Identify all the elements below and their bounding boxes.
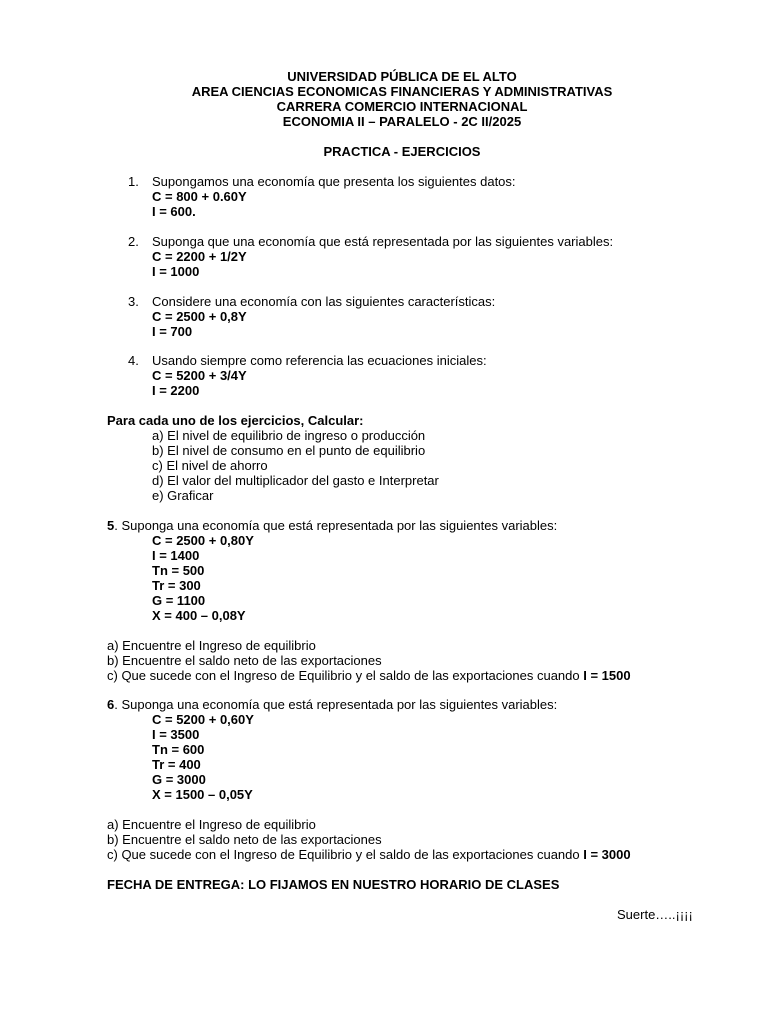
calculation-item: a) El nivel de equilibrio de ingreso o producción — [152, 428, 426, 443]
career-name: CARRERA COMERCIO INTERNACIONAL — [276, 99, 528, 114]
question-b: b) Encuentre el saldo neto de las exportaciones — [107, 653, 382, 668]
variable-exports: X = 400 – 0,08Y — [152, 608, 246, 623]
variable-investment: I = 1400 — [152, 548, 200, 563]
calculation-item: b) El nivel de consumo en el punto de equilibrio — [152, 443, 426, 458]
calculation-item: d) El valor del multiplicador del gasto e Interpretar — [152, 473, 439, 488]
signoff: Suerte…..¡¡¡¡ — [617, 907, 693, 922]
question-a: a) Encuentre el Ingreso de equilibrio — [107, 638, 316, 653]
variable-government: G = 3000 — [152, 772, 206, 787]
exercise-statement: . Suponga una economía que está representada por las siguientes variables: — [114, 697, 558, 712]
exercise-number: 2. — [128, 234, 139, 249]
equation-consumption: C = 800 + 0.60Y — [152, 189, 247, 204]
exercise-statement: Usando siempre como referencia las ecuaciones iniciales: — [152, 353, 487, 368]
question-c — [107, 668, 631, 683]
question-b: b) Encuentre el saldo neto de las exportaciones — [107, 832, 382, 847]
variable-investment: I = 3500 — [152, 727, 200, 742]
question-c-value: I = 3000 — [583, 847, 631, 862]
exercise-statement-line — [107, 518, 557, 533]
variable-taxes: Tn = 500 — [152, 563, 205, 578]
course-name: ECONOMIA II – PARALELO - 2C II/2025 — [282, 114, 522, 129]
equation-consumption: C = 2500 + 0,8Y — [152, 309, 247, 324]
practice-title: PRACTICA - EJERCICIOS — [323, 144, 481, 159]
equation-consumption: C = 2200 + 1/2Y — [152, 249, 247, 264]
question-c-value: I = 1500 — [583, 668, 631, 683]
document-header — [0, 69, 768, 129]
question-c-text: c) Que sucede con el Ingreso de Equilibrio y el saldo de las exportaciones cuando — [107, 847, 584, 862]
area-name: AREA CIENCIAS ECONOMICAS FINANCIERAS Y ADMINISTRATIVAS — [191, 84, 613, 99]
exercise-number: 5 — [107, 518, 115, 533]
exercise-statement: . Suponga una economía que está representada por las siguientes variables: — [114, 518, 558, 533]
variable-taxes: Tn = 600 — [152, 742, 205, 757]
variable-transfers: Tr = 400 — [152, 757, 201, 772]
calculation-heading: Para cada uno de los ejercicios, Calcular: — [107, 413, 364, 428]
question-a: a) Encuentre el Ingreso de equilibrio — [107, 817, 316, 832]
question-c-text: c) Que sucede con el Ingreso de Equilibrio y el saldo de las exportaciones cuando — [107, 668, 584, 683]
exercise-statement: Suponga que una economía que está representada por las siguientes variables: — [152, 234, 614, 249]
exercise-statement: Supongamos una economía que presenta los siguientes datos: — [152, 174, 516, 189]
equation-investment: I = 700 — [152, 324, 193, 339]
variable-consumption: C = 5200 + 0,60Y — [152, 712, 254, 727]
calculation-item: e) Graficar — [152, 488, 214, 503]
exercise-number: 4. — [128, 353, 139, 368]
question-c — [107, 847, 631, 862]
equation-investment: I = 1000 — [152, 264, 200, 279]
equation-consumption: C = 5200 + 3/4Y — [152, 368, 247, 383]
exercise-number: 1. — [128, 174, 139, 189]
variable-consumption: C = 2500 + 0,80Y — [152, 533, 254, 548]
calculation-item: c) El nivel de ahorro — [152, 458, 268, 473]
exercise-statement: Considere una economía con las siguientes características: — [152, 294, 496, 309]
variable-government: G = 1100 — [152, 593, 206, 608]
university-name: UNIVERSIDAD PÚBLICA DE EL ALTO — [287, 69, 517, 84]
exercise-number: 6 — [107, 697, 115, 712]
variable-transfers: Tr = 300 — [152, 578, 201, 593]
exercise-statement-line — [107, 697, 557, 712]
equation-investment: I = 2200 — [152, 383, 200, 398]
due-date: FECHA DE ENTREGA: LO FIJAMOS EN NUESTRO HORARIO DE CLASES — [107, 877, 560, 892]
exercise-number: 3. — [128, 294, 139, 309]
variable-exports: X = 1500 – 0,05Y — [152, 787, 253, 802]
equation-investment: I = 600. — [152, 204, 196, 219]
